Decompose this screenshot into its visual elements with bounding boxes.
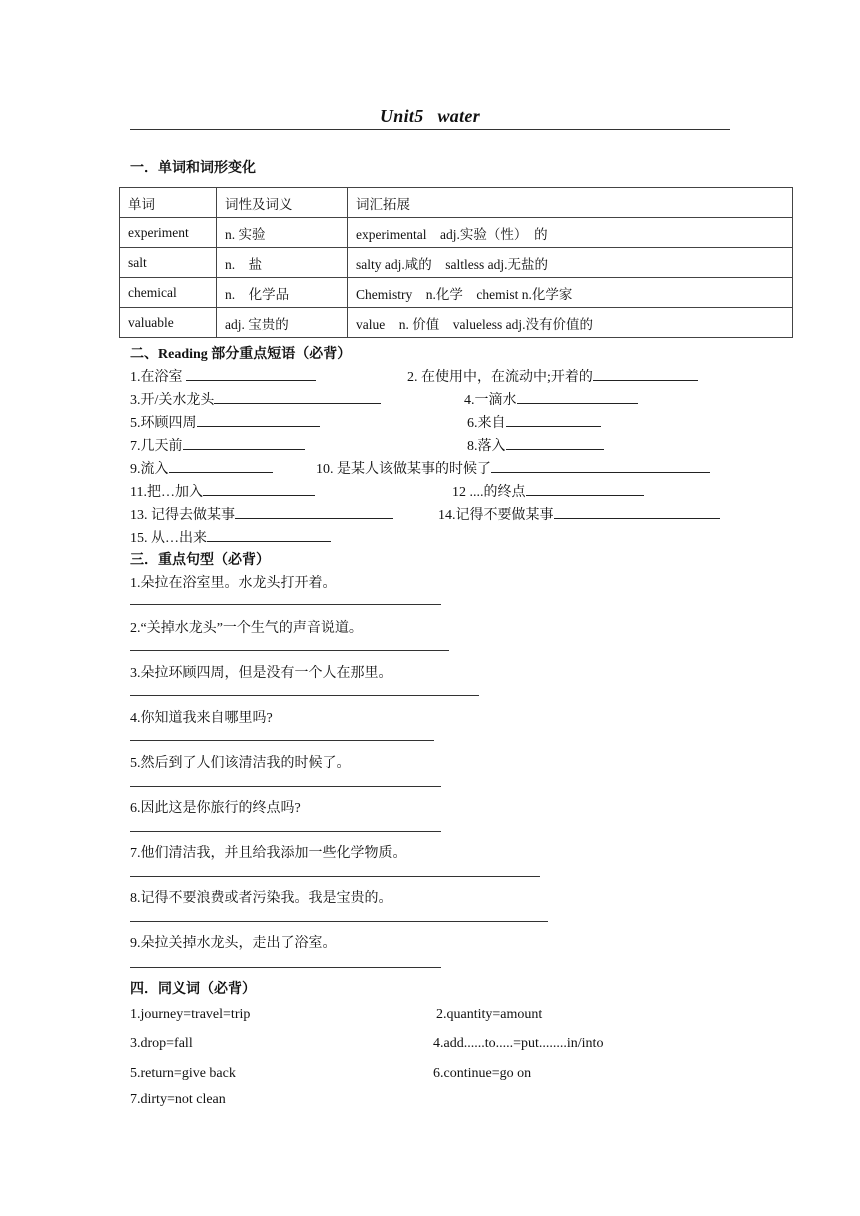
title-word: water <box>437 106 481 126</box>
answer-blank[interactable] <box>506 437 604 450</box>
section-heading-sentences: 三．重点句型（必背） <box>130 553 270 568</box>
phrase-item: 1.在浴室 <box>130 366 316 386</box>
header-word: 单词 <box>120 188 217 218</box>
answer-line[interactable] <box>130 695 479 696</box>
answer-line[interactable] <box>130 740 434 741</box>
answer-blank[interactable] <box>491 460 710 473</box>
section-heading-synonyms: 四．同义词（必背） <box>130 982 256 997</box>
sentence-prompt: 9.朵拉关掉水龙头，走出了浴室。 <box>130 936 337 951</box>
phrase-item: 15. 从…出来 <box>130 527 331 547</box>
phrase-item: 12 ....的终点 <box>452 481 644 501</box>
synonym-item: 3.drop=fall <box>130 1036 193 1051</box>
cell-pos: n. 盐 <box>217 248 348 278</box>
section-heading-phrases: 二、Reading 部分重点短语（必背） <box>130 347 352 362</box>
vocab-table <box>119 187 793 338</box>
answer-line[interactable] <box>130 967 441 968</box>
title-rule <box>130 129 730 130</box>
phrase-item: 2. 在使用中，在流动中;开着的 <box>407 366 698 386</box>
phrase-item: 7.几天前 <box>130 435 305 455</box>
cell-word: salt <box>120 248 217 278</box>
answer-blank[interactable] <box>186 368 316 381</box>
sentence-prompt: 8.记得不要浪费或者污染我。我是宝贵的。 <box>130 891 393 906</box>
cell-word: valuable <box>120 308 217 338</box>
answer-blank[interactable] <box>526 483 644 496</box>
answer-blank[interactable] <box>183 437 305 450</box>
phrase-item: 3.开/关水龙头 <box>130 389 381 409</box>
header-pos: 词性及词义 <box>217 188 348 218</box>
phrase-item: 10. 是某人该做某事的时候了 <box>316 458 710 478</box>
title-unit: Unit5 <box>379 106 424 126</box>
phrase-item: 5.环顾四周 <box>130 412 320 432</box>
sentence-prompt: 1.朵拉在浴室里。水龙头打开着。 <box>130 576 337 591</box>
synonym-item: 7.dirty=not clean <box>130 1092 226 1107</box>
table-header-row <box>120 188 793 218</box>
table-row <box>120 278 793 308</box>
table-row <box>120 308 793 338</box>
answer-line[interactable] <box>130 876 540 877</box>
answer-line[interactable] <box>130 650 449 651</box>
answer-blank[interactable] <box>169 460 273 473</box>
answer-line[interactable] <box>130 831 441 832</box>
cell-extension: salty adj.咸的 saltless adj.无盐的 <box>348 248 793 278</box>
table-row <box>120 218 793 248</box>
answer-blank[interactable] <box>197 414 320 427</box>
phrase-item: 14.记得不要做某事 <box>438 504 720 524</box>
cell-pos: n. 化学品 <box>217 278 348 308</box>
answer-blank[interactable] <box>235 506 393 519</box>
page-title <box>130 106 730 127</box>
answer-blank[interactable] <box>207 529 331 542</box>
sentence-prompt: 6.因此这是你旅行的终点吗? <box>130 801 301 816</box>
phrase-item: 6.来自 <box>467 412 601 432</box>
cell-extension: Chemistry n.化学 chemist n.化学家 <box>348 278 793 308</box>
synonym-item: 4.add......to.....=put........in/into <box>433 1036 604 1051</box>
sentence-prompt: 4.你知道我来自哪里吗? <box>130 711 273 726</box>
sentence-prompt: 5.然后到了人们该清洁我的时候了。 <box>130 756 351 771</box>
cell-extension: experimental adj.实验（性） 的 <box>348 218 793 248</box>
table-row <box>120 248 793 278</box>
phrase-item: 11.把…加入 <box>130 481 315 501</box>
phrase-item: 4.一滴水 <box>464 389 638 409</box>
phrase-item: 13. 记得去做某事 <box>130 504 393 524</box>
sentence-prompt: 3.朵拉环顾四周，但是没有一个人在那里。 <box>130 666 393 681</box>
cell-word: chemical <box>120 278 217 308</box>
answer-blank[interactable] <box>203 483 315 496</box>
phrase-item: 9.流入 <box>130 458 273 478</box>
cell-word: experiment <box>120 218 217 248</box>
cell-pos: adj. 宝贵的 <box>217 308 348 338</box>
cell-pos: n. 实验 <box>217 218 348 248</box>
answer-blank[interactable] <box>506 414 601 427</box>
answer-line[interactable] <box>130 604 441 605</box>
sentence-prompt: 2.“关掉水龙头”一个生气的声音说道。 <box>130 621 363 636</box>
cell-extension: value n. 价值 valueless adj.没有价值的 <box>348 308 793 338</box>
answer-line[interactable] <box>130 786 441 787</box>
phrase-item: 8.落入 <box>467 435 604 455</box>
answer-blank[interactable] <box>593 368 698 381</box>
answer-blank[interactable] <box>214 391 381 404</box>
synonym-item: 6.continue=go on <box>433 1066 532 1081</box>
synonym-item: 1.journey=travel=trip <box>130 1007 251 1022</box>
sentence-prompt: 7.他们清洁我，并且给我添加一些化学物质。 <box>130 846 407 861</box>
synonym-item: 2.quantity=amount <box>436 1007 543 1022</box>
answer-blank[interactable] <box>517 391 638 404</box>
section-heading-vocab: 一．单词和词形变化 <box>130 161 256 176</box>
answer-line[interactable] <box>130 921 548 922</box>
header-extension: 词汇拓展 <box>348 188 793 218</box>
synonym-item: 5.return=give back <box>130 1066 236 1081</box>
answer-blank[interactable] <box>554 506 720 519</box>
